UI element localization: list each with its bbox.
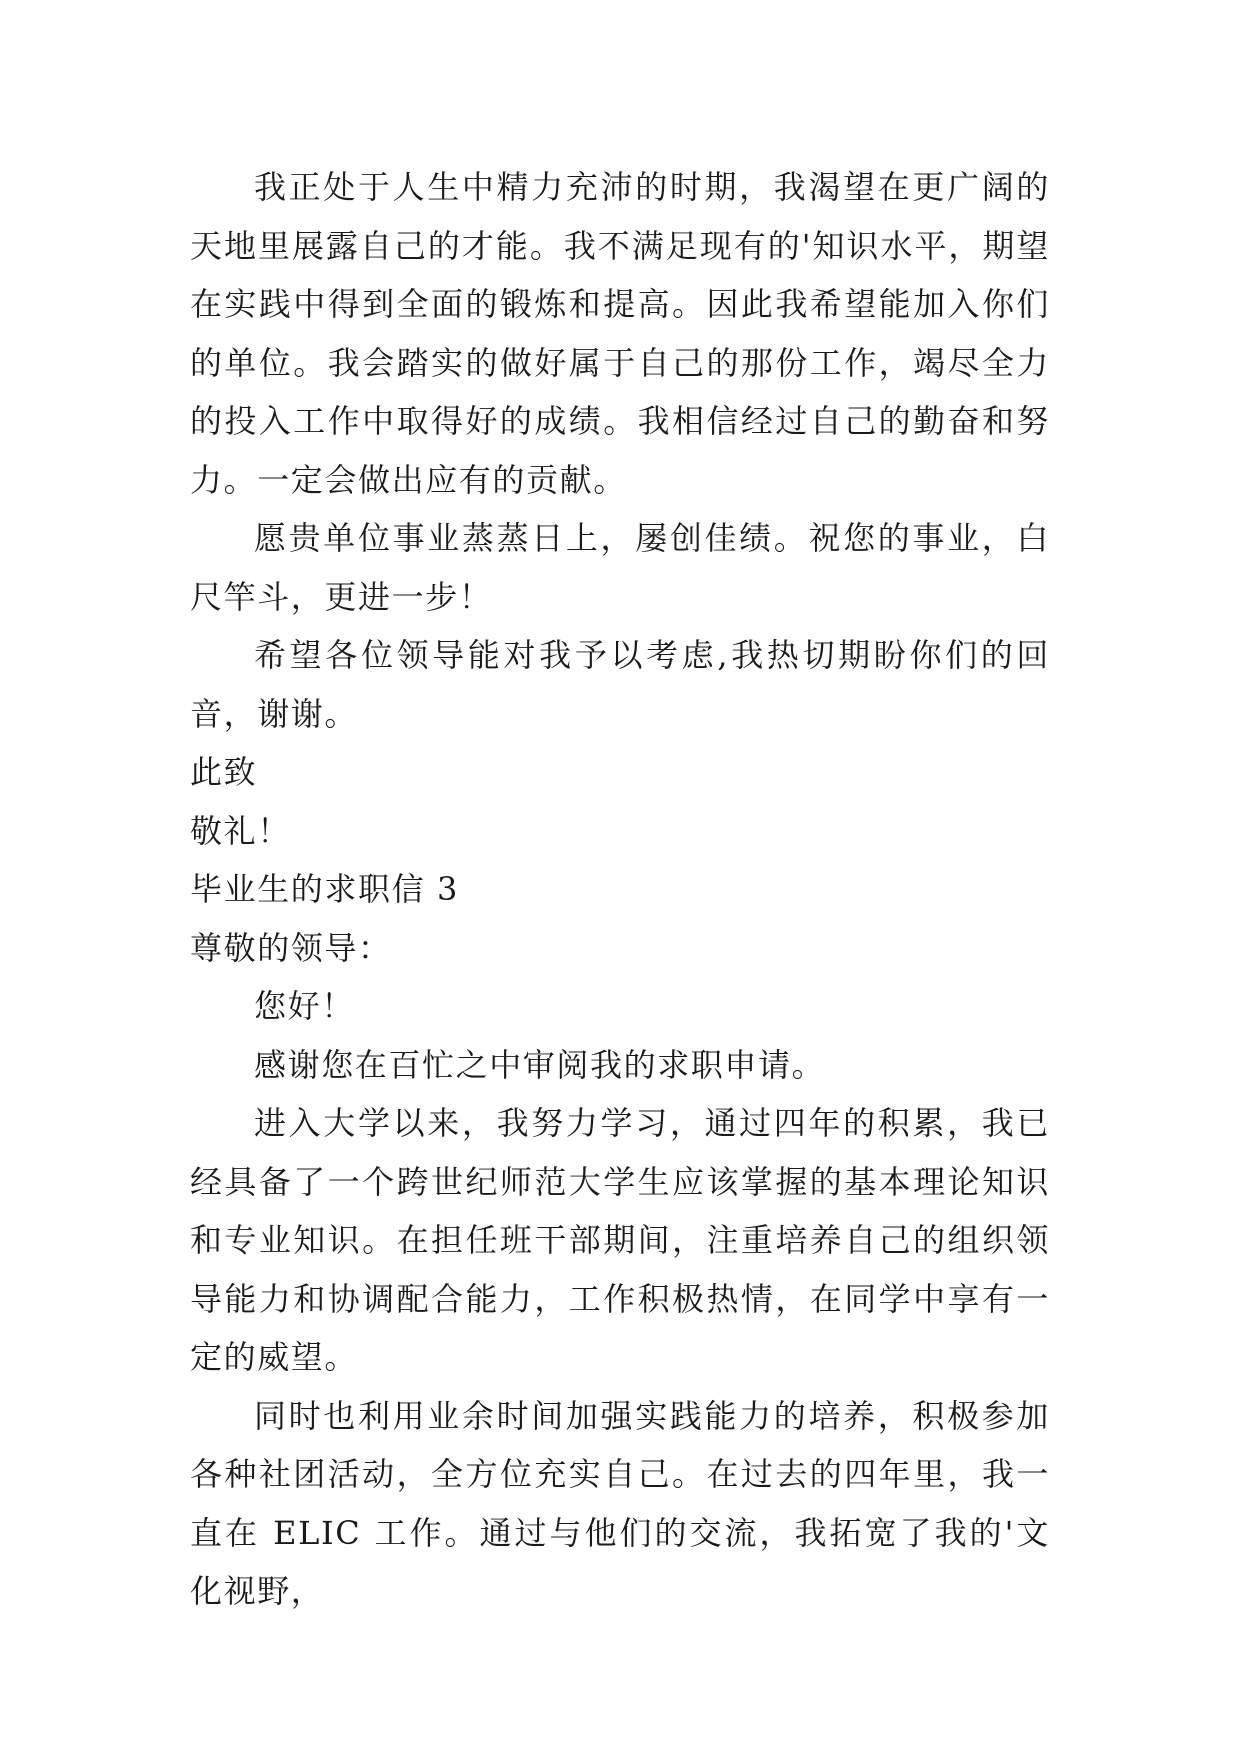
closing-salutation: 此致 (190, 753, 258, 791)
paragraph-2: 愿贵单位事业蒸蒸日上，屡创佳绩。祝您的事业，白尺竿斗，更进一步！ (190, 519, 1050, 616)
section-heading: 毕业生的求职信 3 (190, 870, 459, 908)
paragraph-3: 希望各位领导能对我予以考虑,我热切期盼你们的回音，谢谢。 (190, 636, 1050, 733)
paragraph-thanks: 感谢您在百忙之中审阅我的求职申请。 (254, 1045, 826, 1084)
paragraph-practice: 同时也利用业余时间加强实践能力的培养，积极参加各种社团活动，全方位充实自己。在过去的四年里，我一直在 ELIC 工作。通过与他们的交流，我拓宽了我的'文化视野， (190, 1396, 1050, 1610)
greeting-hello: 您好！ (254, 987, 355, 1025)
letter-body (190, 158, 1050, 1621)
paragraph-1: 我正处于人生中精力充沛的时期，我渴望在更广阔的天地里展露自己的才能。我不满足现有的'知识水平，期望在实践中得到全面的锻炼和提高。因此我希望能加入你们的单位。我会踏实的做好属于自己的那份工作，竭尽全力的投入工作中取得好的成绩。我相信经过自己的勤奋和努力。一定会做出应有的贡献。 (190, 168, 1050, 499)
paragraph-study: 进入大学以来，我努力学习，通过四年的积累，我已经具备了一个跨世纪师范大学生应该掌握的基本理论知识和专业知识。在担任班干部期间，注重培养自己的组织领导能力和协调配合能力，工作积极热情，在同学中享有一定的威望。 (190, 1104, 1050, 1376)
greeting-address: 尊敬的领导： (190, 928, 392, 967)
closing-regards: 敬礼！ (190, 811, 291, 850)
